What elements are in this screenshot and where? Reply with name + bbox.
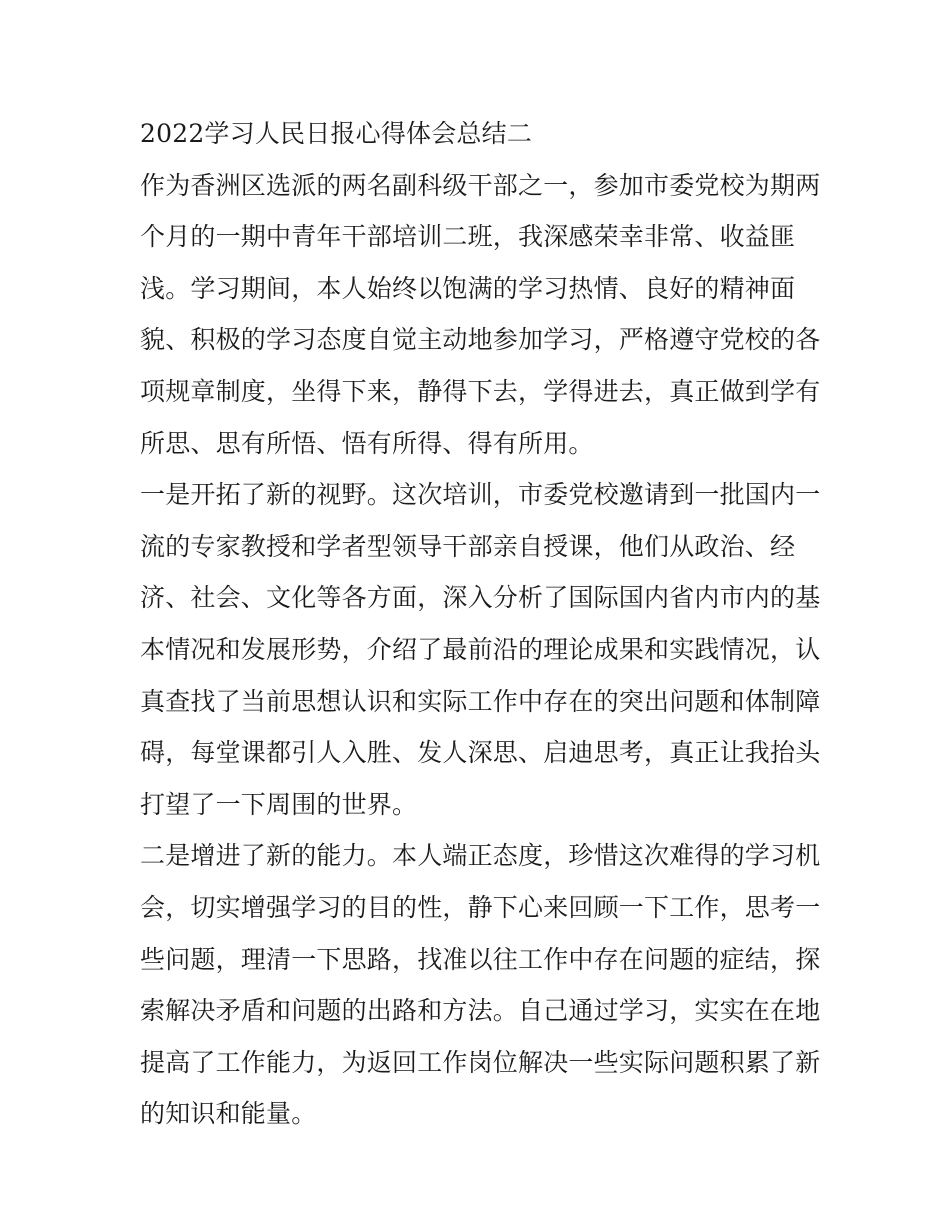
document-title: 2022学习人民日报心得体会总结二: [140, 119, 533, 148]
text-line: 会，切实增强学习的目的性，静下心来回顾一下工作，思考一: [140, 892, 821, 922]
paragraph-3: [140, 830, 821, 1140]
text-line: 浅。学习期间，本人始终以饱满的学习热情、良好的精神面: [140, 273, 796, 303]
text-line: 貌、积极的学习态度自觉主动地参加学习，严格遵守党校的各: [140, 325, 821, 355]
text-line: 二是增进了新的能力。本人端正态度，珍惜这次难得的学习机: [140, 841, 821, 871]
paragraph-1: [140, 160, 821, 470]
paragraph-2: [140, 469, 821, 830]
text-line: 项规章制度，坐得下来，静得下去，学得进去，真正做到学有: [140, 376, 821, 406]
text-line: 打望了一下周围的世界。: [140, 789, 418, 819]
text-line: 提高了工作能力，为返回工作岗位解决一些实际问题积累了新: [140, 1047, 821, 1077]
text-line: 济、社会、文化等各方面，深入分析了国际国内省内市内的基: [140, 583, 821, 613]
text-line: 一是开拓了新的视野。这次培训，市委党校邀请到一批国内一: [140, 480, 821, 510]
text-line: 本情况和发展形势，介绍了最前沿的理论成果和实践情况，认: [140, 634, 821, 664]
text-line: 个月的一期中青年干部培训二班，我深感荣幸非常、收益匪: [140, 222, 796, 252]
text-line: 索解决矛盾和问题的出路和方法。自己通过学习，实实在在地: [140, 996, 821, 1026]
text-line: 所思、思有所悟、悟有所得、得有所用。: [140, 428, 594, 458]
text-line: 流的专家教授和学者型领导干部亲自授课，他们从政治、经: [140, 531, 796, 561]
document-body: [140, 108, 821, 1140]
text-line: 真查找了当前思想认识和实际工作中存在的突出问题和体制障: [140, 686, 821, 716]
text-line: 碍，每堂课都引人入胜、发人深思、启迪思考，真正让我抬头: [140, 738, 821, 768]
text-line: 作为香洲区选派的两名副科级干部之一，参加市委党校为期两: [140, 170, 821, 200]
text-line: 些问题，理清一下思路，找准以往工作中存在问题的症结，探: [140, 944, 821, 974]
text-line: 的知识和能量。: [140, 1099, 317, 1129]
